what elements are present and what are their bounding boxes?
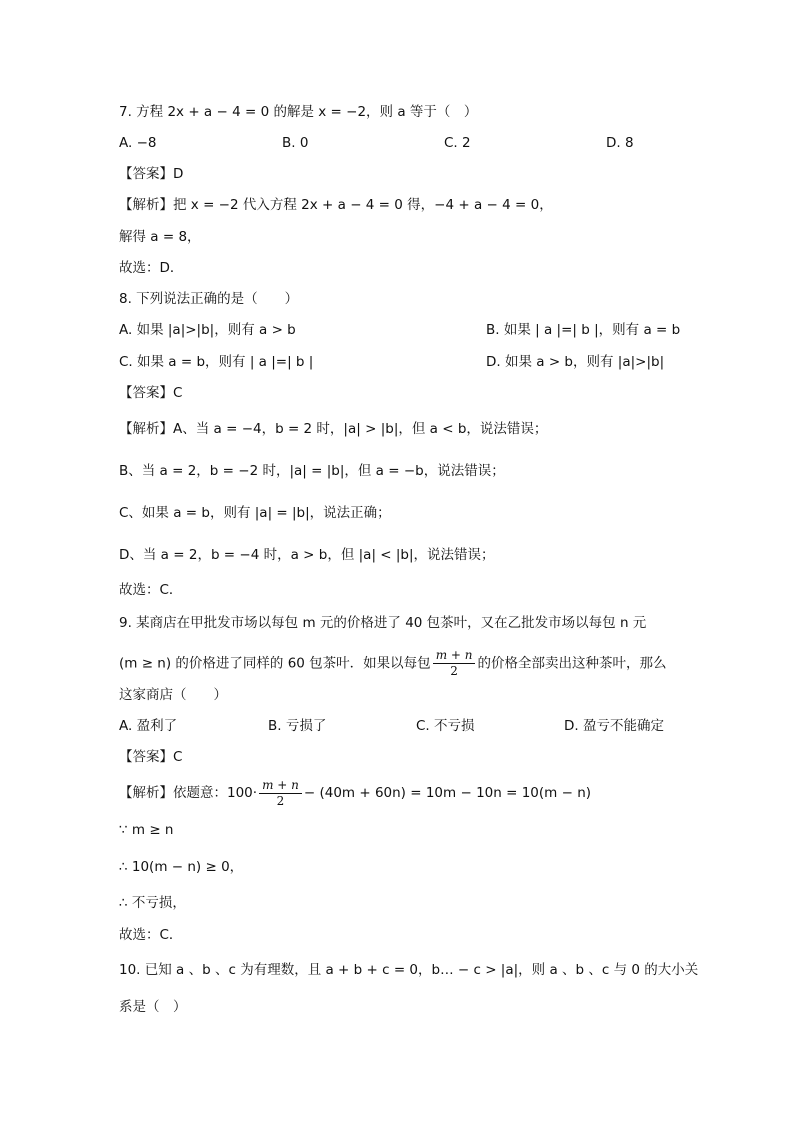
q8-analysis-5: 故选：C． bbox=[119, 582, 183, 598]
q9-analysis-after: − (40m + 60n) = 10m − 10n = 10(m − n) bbox=[303, 785, 592, 801]
q9-analysis-before: 【解析】依题意：100· bbox=[119, 785, 258, 801]
q9-analysis-3: ∴ 10(m − n) ≥ 0， bbox=[119, 859, 244, 875]
q9-price-fraction bbox=[433, 648, 476, 679]
q7-option-b: B. 0 bbox=[282, 135, 309, 151]
q8-option-c: C. 如果 a = b，则有 | a |=| b | bbox=[119, 354, 314, 370]
q8-analysis-4: D、当 a = 2，b = −4 时，a > b，但 |a| < |b|，说法错误； bbox=[119, 547, 495, 563]
q8-analysis-1: 【解析】A、当 a = −4，b = 2 时，|a| > |b|，但 a < b，说法错误； bbox=[119, 421, 548, 437]
q8-option-d: D. 如果 a > b，则有 |a|>|b| bbox=[486, 354, 665, 370]
q9-analysis-4: ∴ 不亏损， bbox=[119, 895, 186, 911]
q8-question: 8. 下列说法正确的是（ ） bbox=[119, 291, 299, 307]
q10-question-line-1: 10. 已知 a 、b 、c 为有理数，且 a + b + c = 0，b… − c > |a|，则 a 、b 、c 与 0 的大小关 bbox=[119, 962, 699, 978]
q9-question-line-2 bbox=[119, 648, 666, 678]
q9-option-b: B. 亏损了 bbox=[268, 718, 327, 734]
q7-analysis-1: 【解析】把 x = −2 代入方程 2x + a − 4 = 0 得，−4 + a − 4 = 0， bbox=[119, 197, 553, 213]
q9-answer: 【答案】C bbox=[119, 749, 183, 765]
q7-answer: 【答案】D bbox=[119, 166, 184, 182]
q9-option-a: A. 盈利了 bbox=[119, 718, 178, 734]
q9-fraction-numerator: m + n bbox=[433, 648, 476, 664]
q7-option-a: A. −8 bbox=[119, 135, 157, 151]
q9-analysis-5: 故选：C． bbox=[119, 927, 183, 943]
q7-option-c: C. 2 bbox=[444, 135, 471, 151]
q8-analysis-3: C、如果 a = b，则有 |a| = |b|，说法正确； bbox=[119, 505, 391, 521]
q9-analysis-2: ∵ m ≥ n bbox=[119, 822, 174, 838]
q9-analysis-1 bbox=[119, 777, 591, 809]
q9-fraction-denominator: 2 bbox=[450, 664, 458, 678]
q7-analysis-3: 故选：D． bbox=[119, 260, 184, 276]
q9-option-c: C. 不亏损 bbox=[416, 718, 475, 734]
q9-analysis-fraction bbox=[259, 778, 302, 809]
q9-line2-after: 的价格全部卖出这种茶叶，那么 bbox=[477, 655, 667, 672]
q8-option-a: A. 如果 |a|>|b|，则有 a > b bbox=[119, 322, 296, 338]
q7-question: 7. 方程 2x + a − 4 = 0 的解是 x = −2，则 a 等于（ ） bbox=[119, 104, 478, 120]
q7-option-d: D. 8 bbox=[606, 135, 634, 151]
q9-analysis-fraction-numerator: m + n bbox=[259, 778, 302, 794]
q9-question-line-1: 9. 某商店在甲批发市场以每包 m 元的价格进了 40 包茶叶，又在乙批发市场以每包 n 元 bbox=[119, 615, 647, 631]
q10-question-line-2: 系是（ ） bbox=[119, 999, 187, 1015]
q8-answer: 【答案】C bbox=[119, 385, 183, 401]
q9-line2-before: (m ≥ n) 的价格进了同样的 60 包茶叶．如果以每包 bbox=[119, 655, 431, 672]
q9-analysis-fraction-denominator: 2 bbox=[276, 793, 285, 808]
q9-option-d: D. 盈亏不能确定 bbox=[564, 718, 664, 734]
q8-analysis-2: B、当 a = 2，b = −2 时，|a| = |b|，但 a = −b，说法错误； bbox=[119, 463, 505, 479]
q9-question-line-3: 这家商店（ ） bbox=[119, 687, 227, 703]
q7-analysis-2: 解得 a = 8， bbox=[119, 229, 201, 245]
q8-option-b: B. 如果 | a |=| b |，则有 a = b bbox=[486, 322, 681, 338]
